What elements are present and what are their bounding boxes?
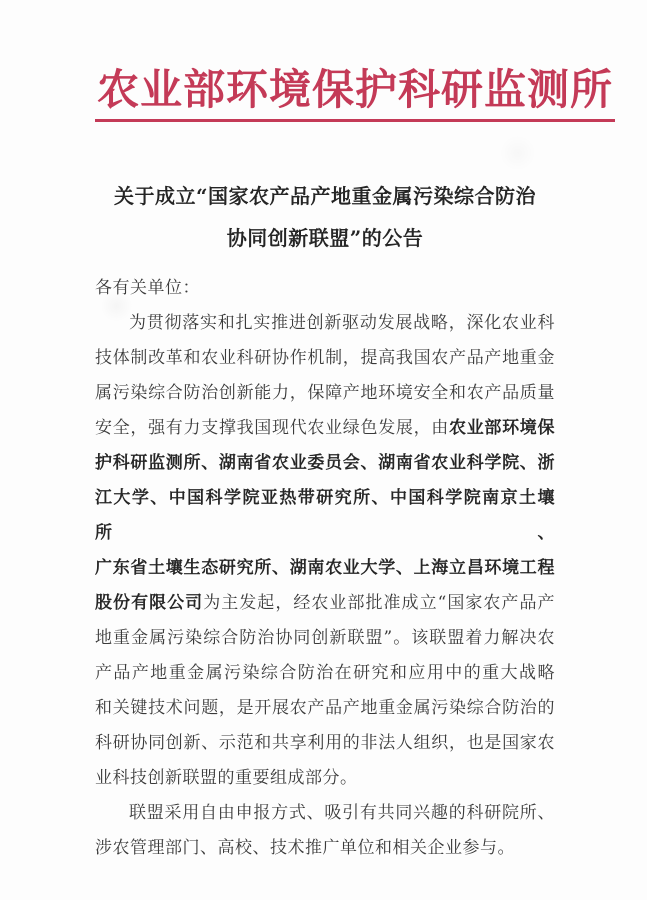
announcement-title <box>95 175 555 259</box>
letterhead <box>95 65 614 125</box>
announcement-title-line2: 协同创新联盟”的公告 <box>226 226 424 250</box>
body-line: 业科技创新联盟的重要组成部分。 <box>95 768 358 788</box>
body-line: 科研协同创新、示范和共享利用的非法人组织，也是国家农 <box>95 733 555 753</box>
body-line: 和关键技术问题，是开展农产品产地重金属污染综合防治的 <box>95 698 555 718</box>
body-line: 产品产地重金属污染综合防治在研究和应用中的重大战略 <box>95 663 555 683</box>
body-text-segment: 安全，强有力支撑我国现代农业绿色发展，由 <box>95 418 449 438</box>
body-line: 涉农管理部门、高校、技术推广单位和相关企业参与。 <box>95 838 515 858</box>
announcement-body <box>95 271 555 866</box>
body-line: 属污染综合防治创新能力，保障产地环境安全和农产品质量 <box>95 383 555 403</box>
salutation: 各有关单位： <box>95 278 200 298</box>
body-line: 为贯彻落实和扎实推进创新驱动发展战略，深化农业科 <box>129 313 555 333</box>
body-line: 联盟采用自由申报方式、吸引有共同兴趣的科研院所、 <box>129 803 555 823</box>
founder-names-segment: 股份有限公司 <box>95 593 204 613</box>
body-line: 技体制改革和农业科研协作机制，提高我国农产品产地重金 <box>95 348 555 368</box>
founder-names-line: 江大学、中国科学院亚热带研究所、中国科学院南京土壤所、 <box>95 488 555 543</box>
founder-names-segment: 农业部环境保 <box>449 418 555 438</box>
body-line <box>95 411 555 446</box>
founder-names-line: 广东省土壤生态研究所、湖南农业大学、上海立昌环境工程 <box>95 558 555 578</box>
announcement-title-line1: 关于成立“国家农产品产地重金属污染综合防治 <box>113 184 536 208</box>
body-line: 地重金属污染综合防治协同创新联盟”。该联盟着力解决农 <box>95 628 555 648</box>
body-line <box>95 586 555 621</box>
founder-names-line: 护科研监测所、湖南省农业委员会、湖南省农业科学院、浙 <box>95 453 555 473</box>
body-text-segment: 为主发起，经农业部批准成立“国家农产品产 <box>203 593 555 613</box>
institute-title: 农业部环境保护科研监测所 <box>95 66 615 122</box>
